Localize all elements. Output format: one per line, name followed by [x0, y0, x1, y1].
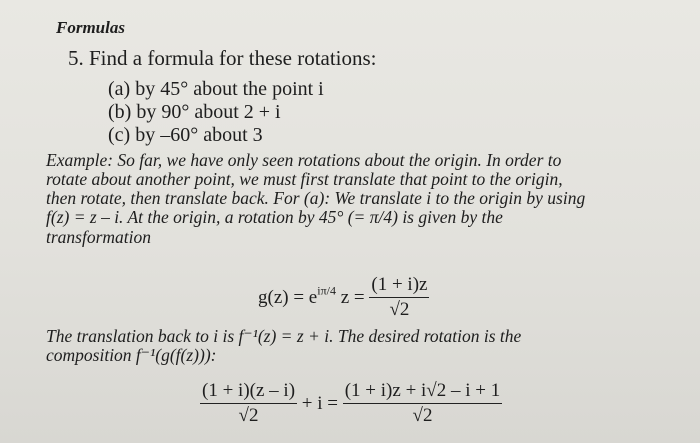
composition-fraction-1 [200, 380, 297, 427]
rotation-formula-lhs: g(z) = e [258, 286, 318, 308]
rotation-formula-numerator: (1 + i)z [369, 274, 429, 298]
example-line-1: Example: So far, we have only seen rotations about the origin. In order to [46, 150, 562, 170]
composition-mid: + i = [301, 392, 338, 414]
composition-numerator-1: (1 + i)(z – i) [200, 380, 297, 404]
section-heading: Formulas [56, 18, 125, 37]
problem-part-a: (a) by 45° about the point i [108, 78, 324, 100]
composition-denominator-2: √2 [412, 405, 433, 426]
rotation-formula-fraction [369, 274, 429, 321]
composition-numerator-2: (1 + i)z + i√2 – i + 1 [343, 380, 503, 404]
composition-formula [200, 380, 502, 427]
translation-line-2: composition f⁻¹(g(f(z))): [46, 345, 217, 365]
rotation-formula [258, 274, 429, 321]
example-line-3: then rotate, then translate back. For (a): We translate i to the origin by using [46, 188, 586, 208]
translation-line-1: The translation back to i is f⁻¹(z) = z + i. The desired rotation is the [46, 326, 522, 346]
example-line-5: transformation [46, 227, 152, 247]
rotation-formula-exponent: iπ/4 [317, 283, 336, 298]
composition-denominator-1: √2 [238, 405, 259, 426]
rotation-formula-mid: z = [340, 286, 365, 308]
problem-statement: 5. Find a formula for these rotations: [68, 46, 377, 70]
problem-part-b: (b) by 90° about 2 + i [108, 101, 281, 123]
composition-fraction-2 [343, 380, 503, 427]
example-line-4: f(z) = z – i. At the origin, a rotation by 45° (= π/4) is given by the [46, 207, 503, 227]
rotation-formula-denominator: √2 [389, 299, 410, 320]
problem-part-c: (c) by –60° about 3 [108, 124, 263, 146]
example-line-2: rotate about another point, we must first translate that point to the origin, [46, 169, 563, 189]
